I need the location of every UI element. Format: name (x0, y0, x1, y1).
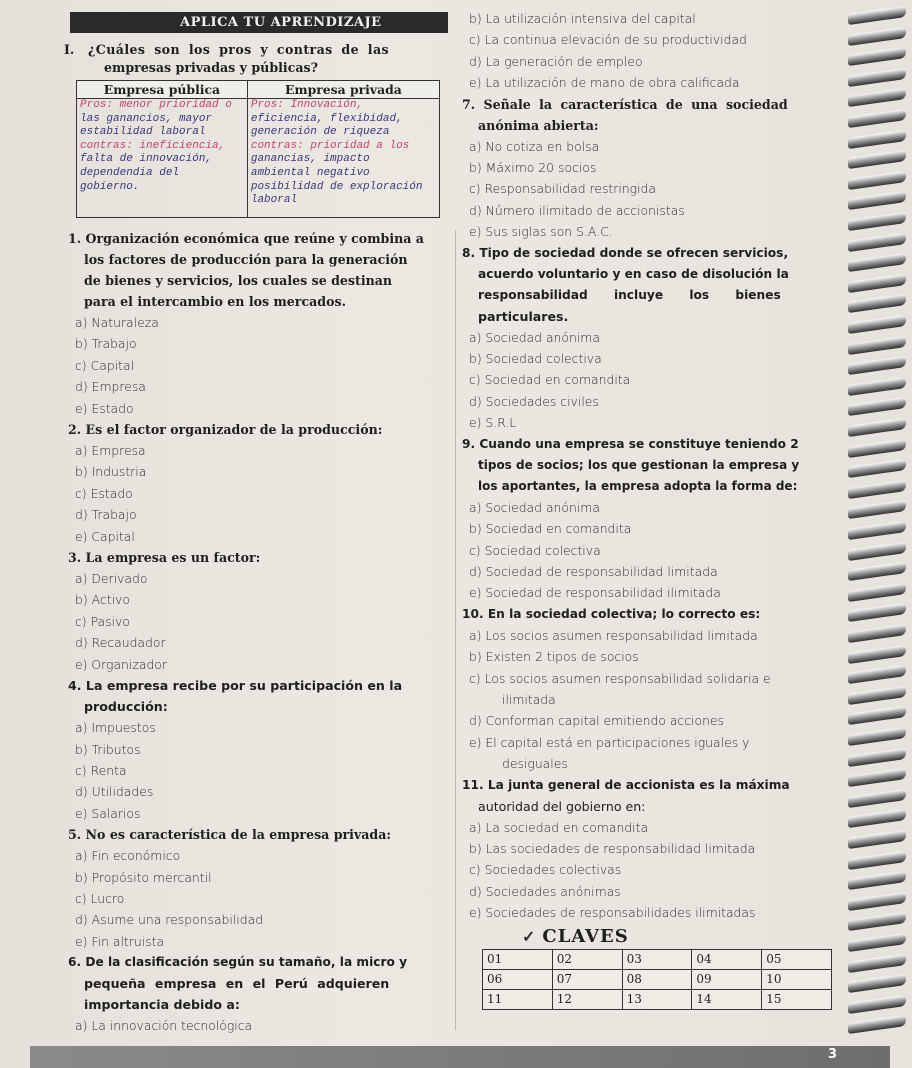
q2-text: 2. Es el factor organizador de la producción: (68, 422, 383, 438)
spiral-ring (848, 274, 906, 293)
q2-option-c[interactable]: c) Estado (75, 485, 133, 501)
q7-line-0: 7. Señale la característica de una sociedad (462, 96, 788, 112)
spiral-ring (848, 603, 906, 622)
q8-option-d[interactable]: d) Sociedades civiles (469, 393, 599, 409)
q1-line-3: para el intercambio en los mercados. (84, 294, 346, 309)
q5-option-e[interactable]: e) Fin altruista (75, 933, 165, 949)
spiral-ring (848, 542, 906, 561)
spiral-ring (848, 912, 906, 931)
spiral-ring (848, 294, 906, 313)
spiral-ring (848, 1015, 906, 1034)
q10-option-a[interactable]: a) Los socios asumen responsabilidad limitada (469, 627, 758, 643)
pros-cons-table (76, 80, 440, 218)
q2-option-d[interactable]: d) Trabajo (75, 507, 137, 523)
public-line-5: dependendia del (80, 166, 180, 179)
public-line-1: las ganancios, mayor (80, 112, 213, 125)
spiral-ring (848, 974, 906, 993)
q10-option-e-cont: desiguales (502, 756, 568, 772)
q2-option-b[interactable]: b) Industria (75, 464, 147, 480)
public-line-2: estabilidad laboral (80, 126, 206, 139)
q3-option-a[interactable]: a) Derivado (75, 571, 148, 587)
q1-line-0: 1. Organización económica que reúne y combina a (68, 231, 424, 246)
private-line-0: Pros: Innovación, (250, 99, 364, 111)
q1-option-b[interactable]: b) Trabajo (75, 336, 137, 352)
key-cell[interactable]: 04 (692, 949, 762, 969)
q5-option-b[interactable]: b) Propósito mercantil (75, 869, 212, 885)
q6-option-e[interactable]: e) La utilización de mano de obra calificada (469, 75, 740, 91)
spiral-ring (848, 768, 906, 787)
q9-option-c[interactable]: c) Sociedad colectiva (469, 542, 601, 558)
spiral-ring (848, 191, 906, 210)
page-number: 3 (828, 1047, 838, 1062)
spiral-ring (848, 27, 906, 46)
key-cell[interactable]: 05 (762, 949, 832, 969)
question-2 (68, 419, 448, 547)
spiral-ring (848, 500, 906, 519)
key-cell[interactable]: 01 (483, 949, 553, 969)
q6-option-a[interactable]: a) La innovación tecnológica (75, 1018, 253, 1034)
question-5 (68, 824, 448, 952)
spiral-ring (848, 439, 906, 458)
private-line-7: laboral (250, 194, 298, 207)
answer-key-table (482, 949, 832, 1010)
q4-option-d[interactable]: d) Utilidades (75, 784, 154, 800)
intro-text-2: empresas privadas y públicas? (104, 60, 318, 75)
column-divider (455, 230, 456, 1030)
q1-line-1: los factores de producción para la generación (84, 252, 408, 267)
q7-option-e[interactable]: e) Sus siglas son S.A.C. (469, 224, 613, 240)
spiral-ring (848, 521, 906, 540)
key-cell[interactable]: 10 (762, 969, 832, 989)
spiral-binding (848, 10, 908, 1050)
spiral-ring (848, 809, 906, 828)
q7-option-d[interactable]: d) Número ilimitado de accionistas (469, 202, 685, 218)
q10-option-c-cont: ilimitada (502, 691, 556, 707)
private-line-5: ambiental negativo (250, 166, 370, 179)
q6-line-1: pequeña empresa en el Perú adquieren (84, 976, 390, 992)
q9-option-d[interactable]: d) Sociedad de responsabilidad limitada (469, 563, 718, 579)
q8-line-0: 8. Tipo de sociedad donde se ofrecen servicios, (462, 245, 789, 260)
q4-line-1: producción: (84, 699, 168, 715)
q1-option-a[interactable]: a) Naturaleza (75, 315, 159, 330)
spiral-ring (848, 356, 906, 375)
q6-option-d[interactable]: d) La generación de empleo (469, 53, 643, 69)
footer-bar (30, 1046, 890, 1068)
q10-option-e[interactable]: e) El capital está en participaciones iguales y (469, 734, 750, 750)
spiral-ring (848, 665, 906, 684)
q6-line-0: 6. De la clasificación según su tamaño, la micro y (68, 955, 408, 970)
spiral-ring (848, 583, 906, 602)
q6-line-2: importancia debido a: (84, 997, 240, 1013)
spiral-ring (848, 995, 906, 1014)
q11-option-a[interactable]: a) La sociedad en comandita (469, 819, 649, 835)
q4-option-e[interactable]: e) Salarios (75, 805, 141, 821)
q5-text: 5. No es característica de la empresa privada: (68, 827, 392, 843)
q10-text: 10. En la sociedad colectiva; lo correcto es: (462, 606, 761, 621)
q8-line-1: acuerdo voluntario y en caso de disolución la (478, 266, 789, 281)
spiral-ring (848, 480, 906, 499)
question-9 (462, 434, 832, 604)
q5-option-a[interactable]: a) Fin económico (75, 848, 181, 864)
left-column (64, 12, 448, 1037)
public-line-6: gobierno. (80, 180, 140, 193)
spiral-ring (848, 954, 906, 973)
intro-text-1: ¿Cuáles son los pros y contras de las (88, 42, 390, 57)
spiral-ring (848, 336, 906, 355)
spiral-ring (848, 397, 906, 416)
spiral-ring (848, 851, 906, 870)
q11-line-0: 11. La junta general de accionista es la máxima (462, 777, 790, 792)
private-line-2: generación de riqueza (250, 126, 390, 139)
q3-option-b[interactable]: b) Activo (75, 592, 130, 608)
q8-option-c[interactable]: c) Sociedad en comandita (469, 372, 631, 388)
spiral-ring (848, 706, 906, 725)
q3-option-d[interactable]: d) Recaudador (75, 635, 166, 651)
q7-option-c[interactable]: c) Responsabilidad restringida (469, 181, 657, 197)
public-handwriting (77, 99, 248, 218)
private-line-3: contras: prioridad a los (250, 139, 410, 152)
q11-line-1: autoridad del gobierno en: (478, 798, 646, 814)
key-cell[interactable]: 02 (552, 949, 622, 969)
q7-option-b[interactable]: b) Máximo 20 socios (469, 160, 597, 176)
spiral-ring (848, 748, 906, 767)
intro-number: I. (64, 42, 75, 57)
private-header: Empresa privada (247, 81, 439, 99)
spiral-ring (848, 562, 906, 581)
intro-question (64, 39, 448, 76)
claves-title: CLAVES (542, 925, 629, 947)
q8-option-a[interactable]: a) Sociedad anónima (469, 329, 600, 345)
checkmark-icon: ✓ (522, 926, 537, 946)
spiral-ring (848, 130, 906, 149)
q10-option-d[interactable]: d) Conforman capital emitiendo acciones (469, 713, 725, 729)
spiral-ring (848, 830, 906, 849)
key-cell[interactable]: 06 (483, 969, 553, 989)
private-line-4: ganancias, impacto (250, 153, 370, 166)
question-6 (68, 952, 448, 1036)
public-header: Empresa pública (77, 81, 248, 99)
q4-line-0: 4. La empresa recibe por su participación en la (68, 678, 403, 694)
private-line-6: posibilidad de exploración (250, 180, 423, 193)
spiral-ring (848, 253, 906, 272)
question-10 (462, 604, 832, 775)
spiral-ring (848, 6, 906, 25)
key-cell[interactable]: 07 (552, 969, 622, 989)
q11-option-b[interactable]: b) Las sociedades de responsabilidad limitada (469, 840, 756, 856)
q10-option-b[interactable]: b) Existen 2 tipos de socios (469, 649, 639, 665)
q1-option-c[interactable]: c) Capital (75, 357, 135, 373)
q9-option-b[interactable]: b) Sociedad en comandita (469, 521, 632, 537)
spiral-ring (848, 933, 906, 952)
spiral-ring (848, 377, 906, 396)
key-cell[interactable]: 11 (483, 989, 553, 1009)
q2-option-e[interactable]: e) Capital (75, 528, 135, 544)
q9-line-0: 9. Cuando una empresa se constituye teniendo 2 (462, 436, 799, 451)
spiral-ring (848, 47, 906, 66)
key-cell[interactable]: 09 (692, 969, 762, 989)
spiral-ring (848, 233, 906, 252)
key-cell[interactable]: 03 (622, 949, 692, 969)
spiral-ring (848, 645, 906, 664)
spiral-ring (848, 727, 906, 746)
q4-option-a[interactable]: a) Impuestos (75, 720, 156, 736)
public-line-4: falta de innovación, (80, 153, 213, 166)
claves-heading (522, 926, 832, 947)
q9-option-a[interactable]: a) Sociedad anónima (469, 499, 600, 515)
q10-option-c[interactable]: c) Los socios asumen responsabilidad solidaria e (469, 670, 771, 686)
question-7 (462, 94, 832, 243)
section-banner: APLICA TU APRENDIZAJE (70, 12, 448, 33)
key-cell[interactable]: 13 (622, 989, 692, 1009)
spiral-ring (848, 315, 906, 334)
spiral-ring (848, 892, 906, 911)
key-cell[interactable]: 12 (552, 989, 622, 1009)
q11-option-d[interactable]: d) Sociedades anónimas (469, 883, 621, 899)
right-column (462, 8, 832, 1010)
q8-line-2: responsabilidad incluye los bienes (478, 287, 781, 302)
q11-option-e[interactable]: e) Sociedades de responsabilidades ilimitadas (469, 905, 756, 921)
key-cell[interactable]: 15 (762, 989, 832, 1009)
q11-option-c[interactable]: c) Sociedades colectivas (469, 862, 622, 878)
q3-option-c[interactable]: c) Pasivo (75, 613, 130, 629)
spiral-ring (848, 871, 906, 890)
spiral-ring (848, 88, 906, 107)
question-3 (68, 547, 448, 675)
q3-option-e[interactable]: e) Organizador (75, 656, 167, 672)
private-line-1: eficiencia, flexibidad, (250, 112, 403, 125)
q8-option-b[interactable]: b) Sociedad colectiva (469, 351, 602, 367)
spiral-ring (848, 459, 906, 478)
q9-option-e[interactable]: e) Sociedad de responsabilidad ilimitada (469, 585, 721, 601)
q4-option-b[interactable]: b) Tributos (75, 741, 141, 757)
q7-line-1: anónima abierta: (478, 117, 599, 133)
q9-line-1: tipos de socios; los que gestionan la empresa y (478, 457, 800, 472)
q2-option-a[interactable]: a) Empresa (75, 443, 146, 459)
question-4 (68, 675, 448, 824)
key-cell[interactable]: 14 (692, 989, 762, 1009)
spiral-ring (848, 418, 906, 437)
q1-option-e[interactable]: e) Estado (75, 400, 134, 416)
q3-text: 3. La empresa es un factor: (68, 550, 261, 566)
q9-line-2: los aportantes, la empresa adopta la forma de: (478, 478, 798, 493)
q4-option-c[interactable]: c) Renta (75, 762, 127, 778)
q1-line-2: de bienes y servicios, los cuales se destinan (84, 273, 393, 288)
spiral-ring (848, 624, 906, 643)
q5-option-c[interactable]: c) Lucro (75, 890, 125, 906)
spiral-ring (848, 789, 906, 808)
q1-option-d[interactable]: d) Empresa (75, 379, 146, 395)
q8-line-3: particulares. (478, 308, 569, 324)
q8-option-e[interactable]: e) S.R.L (469, 415, 517, 431)
spiral-ring (848, 109, 906, 128)
spiral-ring (848, 68, 906, 87)
question-8 (462, 243, 832, 434)
spiral-ring (848, 686, 906, 705)
q5-option-d[interactable]: d) Asume una responsabilidad (75, 912, 264, 928)
spiral-ring (848, 212, 906, 231)
public-line-3: contras: ineficiencia, (80, 139, 226, 152)
q6-option-b[interactable]: b) La utilización intensiva del capital (469, 11, 696, 26)
question-11 (462, 775, 832, 924)
q7-option-a[interactable]: a) No cotiza en bolsa (469, 138, 600, 154)
spiral-ring (848, 150, 906, 169)
q6-option-c[interactable]: c) La continua elevación de su productividad (469, 32, 747, 48)
private-handwriting (247, 99, 439, 218)
public-line-0: Pros: menor prioridad o (80, 99, 232, 111)
key-cell[interactable]: 08 (622, 969, 692, 989)
spiral-ring (848, 171, 906, 190)
question-1 (68, 228, 448, 419)
